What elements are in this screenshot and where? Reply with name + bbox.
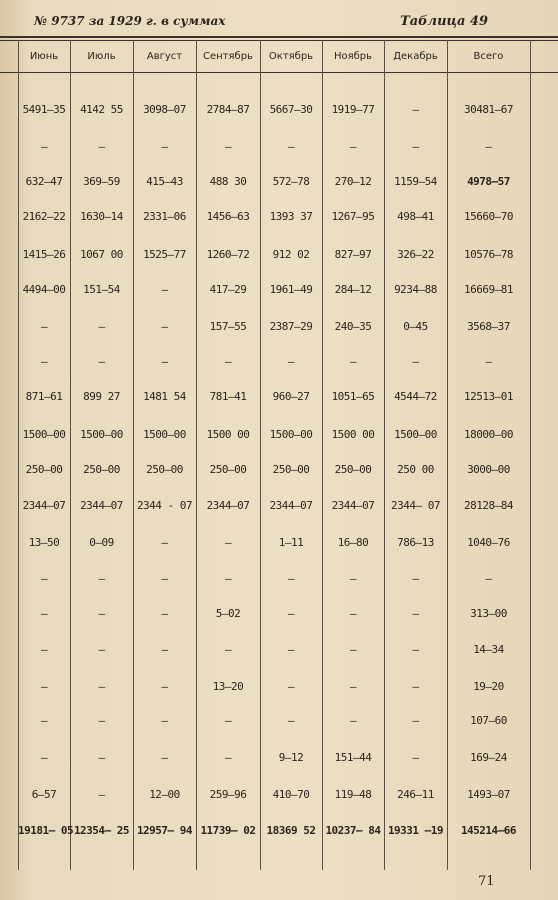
table-cell: 18000–00 — [464, 428, 513, 441]
table-cell: — — [349, 572, 357, 585]
table-cell: — — [98, 320, 105, 333]
table-cell: — — [287, 714, 295, 727]
table-cell: 899 27 — [83, 390, 120, 403]
table-cell: — — [161, 320, 168, 333]
table-cell: — — [40, 643, 48, 656]
table-cell: — — [98, 572, 105, 585]
table-cell: — — [161, 355, 168, 368]
table-cell: — — [349, 680, 357, 693]
table-cell: — — [98, 714, 105, 727]
table-cell: 2344–07 — [80, 499, 123, 512]
table-cell: 250–00 — [272, 463, 310, 476]
table-cell: 1–11 — [278, 536, 304, 549]
table-cell: 1919–77 — [331, 103, 375, 116]
total-cell: 12354– 25 — [73, 824, 130, 837]
table-cell: 326–22 — [397, 248, 434, 261]
table-cell: 3000–00 — [467, 463, 510, 476]
table-cell: — — [40, 355, 48, 368]
table-cell: 250–00 — [146, 463, 183, 476]
table-cell: — — [485, 355, 492, 368]
table-cell: 1630–14 — [80, 210, 123, 223]
table-cell: 871–61 — [25, 390, 63, 403]
table-cell: 1493–07 — [467, 788, 510, 801]
table-cell: — — [40, 607, 48, 620]
table-cell: 250–00 — [83, 463, 120, 476]
table-cell: — — [161, 283, 168, 296]
table-cell: 6–57 — [31, 788, 57, 801]
table-cell: 0–09 — [89, 536, 114, 549]
table-cell: 1500 00 — [331, 428, 375, 441]
table-cell: 1500–00 — [143, 428, 186, 441]
table-cell: 1040–76 — [467, 536, 510, 549]
table-cell: 157–55 — [209, 320, 247, 333]
table-cell: — — [349, 607, 357, 620]
table-cell: 2784–87 — [206, 103, 250, 116]
table-cell: 9–12 — [278, 751, 304, 764]
table-cell: 119–48 — [334, 788, 372, 801]
table-cell: — — [287, 607, 295, 620]
table-cell: 2162–22 — [22, 210, 66, 223]
table-cell: — — [161, 572, 168, 585]
table-cell: 2344 - 07 — [136, 499, 193, 512]
table-cell: 250–00 — [209, 463, 247, 476]
column-header: Декабрь — [393, 51, 438, 62]
table-cell: 1393 37 — [269, 210, 313, 223]
table-cell: — — [40, 680, 48, 693]
column-divider — [18, 40, 19, 870]
table-cell: — — [349, 643, 357, 656]
total-cell: 19331 –19 — [387, 824, 444, 837]
table-cell: 1267–95 — [331, 210, 375, 223]
table-cell: 10576–78 — [464, 248, 513, 261]
table-cell: — — [224, 643, 232, 656]
table-cell: 313–00 — [470, 607, 507, 620]
table-cell: 2344– 07 — [391, 499, 440, 512]
total-cell: 145214–66 — [460, 824, 517, 837]
table-cell: 369–59 — [83, 175, 120, 188]
column-divider — [196, 40, 197, 870]
table-cell: 5491–35 — [22, 103, 66, 116]
table-cell: — — [287, 572, 295, 585]
table-cell: 1500 00 — [206, 428, 250, 441]
table-cell: — — [161, 607, 168, 620]
table-cell: — — [161, 536, 168, 549]
column-divider — [260, 40, 261, 870]
table-cell: — — [98, 788, 105, 801]
table-cell: 28128–84 — [464, 499, 513, 512]
table-cell: 498–41 — [397, 210, 434, 223]
column-header: Июнь — [29, 51, 59, 62]
table-cell: 30481–67 — [464, 103, 513, 116]
table-cell: 1067 00 — [80, 248, 123, 261]
table-cell: — — [287, 355, 295, 368]
table-cell: 415–43 — [146, 175, 183, 188]
table-cell: — — [40, 140, 48, 153]
table-cell: 1500–00 — [80, 428, 123, 441]
table-cell: 2344–07 — [206, 499, 250, 512]
column-header-rule — [0, 72, 558, 73]
table-cell: 1500–00 — [269, 428, 313, 441]
table-cell: 1500–00 — [394, 428, 437, 441]
table-cell: — — [98, 680, 105, 693]
table-cell: 250–00 — [25, 463, 63, 476]
table-cell: 827–97 — [334, 248, 372, 261]
table-cell: 250 00 — [397, 463, 434, 476]
table-cell: — — [224, 536, 232, 549]
table-cell: 151–54 — [83, 283, 120, 296]
table-cell: 1159–54 — [394, 175, 437, 188]
table-cell: 0–45 — [403, 320, 428, 333]
table-cell: — — [40, 320, 48, 333]
table-cell: 1961–49 — [269, 283, 313, 296]
column-divider — [530, 40, 531, 870]
table-cell: 14–34 — [473, 643, 504, 656]
table-cell: 1051–65 — [331, 390, 375, 403]
table-cell: 284–12 — [334, 283, 372, 296]
table-cell: 1415–26 — [22, 248, 66, 261]
table-cell: 2344–07 — [22, 499, 66, 512]
table-cell: 13–20 — [212, 680, 244, 693]
table-number: Таблица 49 — [400, 14, 488, 29]
column-divider — [70, 40, 71, 870]
table-cell: 3098–07 — [143, 103, 186, 116]
table-cell: — — [161, 751, 168, 764]
header-rule-thin — [0, 40, 558, 41]
table-cell: — — [161, 714, 168, 727]
table-cell: 12–00 — [149, 788, 180, 801]
table-cell: — — [98, 751, 105, 764]
table-cell: 3568–37 — [467, 320, 510, 333]
table-cell: 912 02 — [272, 248, 310, 261]
table-cell: — — [40, 572, 48, 585]
table-cell: — — [224, 714, 232, 727]
table-cell: — — [412, 572, 419, 585]
table-cell: 5667–30 — [269, 103, 313, 116]
table-cell: 960–27 — [272, 390, 310, 403]
table-cell: — — [412, 751, 419, 764]
table-cell: 259–96 — [209, 788, 247, 801]
table-cell: 2331–06 — [143, 210, 186, 223]
table-cell: — — [40, 751, 48, 764]
column-header: Сентябрь — [203, 51, 253, 62]
table-cell: 16–80 — [337, 536, 369, 549]
table-cell: 15660–70 — [464, 210, 513, 223]
table-cell: 4978–57 — [467, 175, 510, 188]
table-cell: — — [161, 680, 168, 693]
table-cell: 5–02 — [215, 607, 241, 620]
table-cell: 13–50 — [28, 536, 60, 549]
table-cell: 12513–01 — [464, 390, 513, 403]
table-cell: 246–11 — [397, 788, 434, 801]
column-header: Июль — [87, 51, 116, 62]
total-cell: 19181– 05 — [18, 824, 74, 837]
table-cell: 2387–29 — [269, 320, 313, 333]
table-cell: 488 30 — [209, 175, 247, 188]
header-rule — [0, 36, 558, 38]
table-cell: 1260–72 — [206, 248, 250, 261]
table-cell: 781–41 — [209, 390, 247, 403]
table-cell: 19–20 — [473, 680, 504, 693]
table-cell: 2344–07 — [331, 499, 375, 512]
table-cell: — — [161, 643, 168, 656]
table-cell: 417–29 — [209, 283, 247, 296]
table-cell: — — [412, 607, 419, 620]
page-header-left: № 9737 за 1929 г. в суммах — [34, 14, 226, 28]
table-cell: — — [161, 140, 168, 153]
table-cell: 151–44 — [334, 751, 372, 764]
column-divider — [384, 40, 385, 870]
table-cell: 1481 54 — [143, 390, 186, 403]
table-cell: 169–24 — [470, 751, 507, 764]
table-cell: — — [349, 355, 357, 368]
table-cell: — — [412, 643, 419, 656]
table-cell: 4494–00 — [22, 283, 66, 296]
page-number: 71 — [478, 874, 495, 889]
table-cell: — — [287, 643, 295, 656]
table-cell: 250–00 — [334, 463, 372, 476]
column-header: Август — [146, 51, 183, 62]
column-divider — [133, 40, 134, 870]
table-cell: 270–12 — [334, 175, 372, 188]
table-cell: — — [287, 680, 295, 693]
table-cell: — — [412, 680, 419, 693]
table-cell: — — [98, 140, 105, 153]
table-cell: — — [349, 714, 357, 727]
total-cell: 11739– 02 — [200, 824, 256, 837]
table-cell: — — [98, 355, 105, 368]
table-cell: — — [98, 607, 105, 620]
column-header: Октябрь — [268, 51, 314, 62]
table-cell: — — [349, 140, 357, 153]
total-cell: 12957– 94 — [136, 824, 193, 837]
table-cell: — — [224, 572, 232, 585]
table-cell: 2344–07 — [269, 499, 313, 512]
table-cell: 9234–88 — [394, 283, 437, 296]
column-header: Всего — [473, 51, 504, 62]
table-cell: 16669–81 — [464, 283, 513, 296]
table-cell: 1456–63 — [206, 210, 250, 223]
table-cell: 1525–77 — [143, 248, 186, 261]
table-cell: — — [40, 714, 48, 727]
column-header: Ноябрь — [333, 51, 373, 62]
table-cell: — — [485, 572, 492, 585]
table-cell: — — [287, 140, 295, 153]
table-cell: — — [412, 140, 419, 153]
total-cell: 10237– 84 — [325, 824, 381, 837]
table-cell: — — [412, 355, 419, 368]
table-cell: 240–35 — [334, 320, 372, 333]
table-cell: 786–13 — [397, 536, 434, 549]
table-cell: — — [485, 140, 492, 153]
table-cell: — — [224, 140, 232, 153]
table-cell: 632–47 — [25, 175, 63, 188]
table-cell: — — [98, 643, 105, 656]
table-cell: — — [412, 714, 419, 727]
table-cell: 4544–72 — [394, 390, 437, 403]
column-divider — [322, 40, 323, 870]
total-cell: 18369 52 — [266, 824, 316, 837]
table-cell: — — [224, 751, 232, 764]
table-cell: 410–70 — [272, 788, 310, 801]
table-cell: — — [412, 103, 419, 116]
table-cell: 572–78 — [272, 175, 310, 188]
table-cell: 1500–00 — [22, 428, 66, 441]
table-cell: — — [224, 355, 232, 368]
column-divider — [447, 40, 448, 870]
table-cell: 4142 55 — [80, 103, 123, 116]
table-cell: 107–60 — [470, 714, 507, 727]
